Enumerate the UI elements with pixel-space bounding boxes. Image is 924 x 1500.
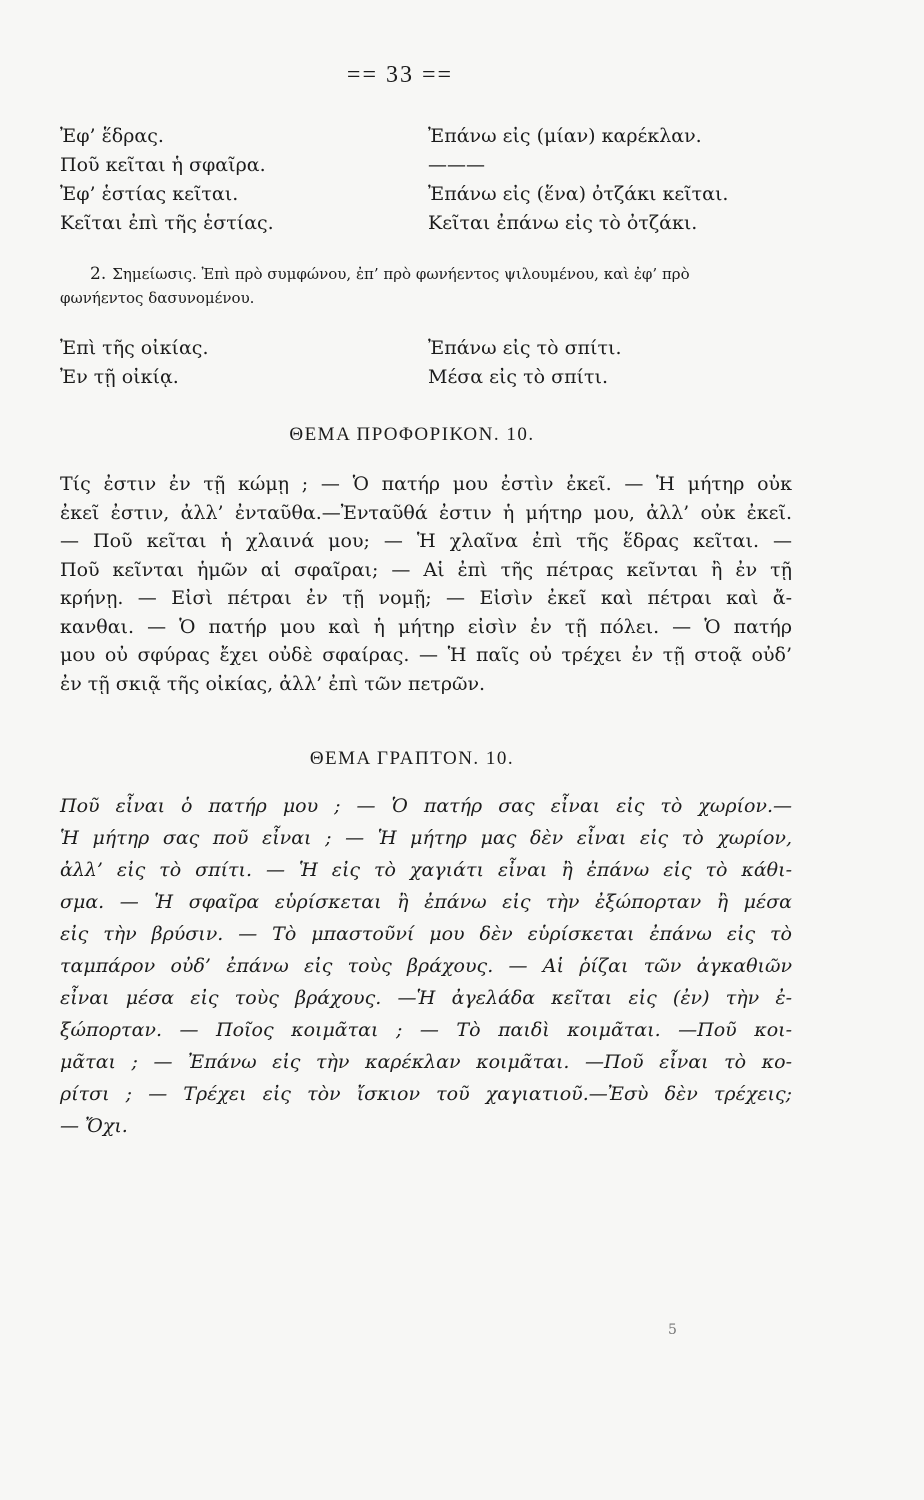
- written-exercise-text: [60, 790, 792, 1142]
- vocabulary-row: [60, 334, 820, 363]
- text-line: εἶναι μέσα εἰς τοὺς βράχους. —Ἡ ἀγελάδα κεῖται εἰς (ἐν) τὴν ἐ-: [60, 987, 792, 1009]
- text-line: ἀλλ’ εἰς τὸ σπίτι. — Ἡ εἰς τὸ χαγιάτι εἶναι ἢ ἐπάνω εἰς τὸ κάθι-: [60, 859, 792, 881]
- text-line: Ποῦ κεῖνται ἡμῶν αἱ σφαῖραι; — Αἱ ἐπὶ τῆς πέτρας κεῖνται ἢ ἐν τῇ: [60, 558, 792, 581]
- note-text: Σημείωσις. Ἐπὶ πρὸ συμφώνου, ἐπ’ πρὸ φωνήεντος ψιλουμένου, καὶ ἐφ’ πρὸ: [112, 265, 690, 283]
- text-line: ἐν τῇ σκιᾷ τῆς οἰκίας, ἀλλ’ ἐπὶ τῶν πετρῶν.: [60, 672, 486, 695]
- text-line: Ἡ μήτηρ σας ποῦ εἶναι ; — Ἡ μήτηρ μας δὲν εἶναι εἰς τὸ χωρίον,: [60, 827, 792, 849]
- ancient-phrase: Ποῦ κεῖται ἡ σφαῖρα.: [60, 154, 266, 176]
- ancient-phrase: Κεῖται ἐπὶ τῆς ἑστίας.: [60, 212, 274, 234]
- vocabulary-row: [60, 363, 820, 392]
- ancient-phrase: Ἐν τῇ οἰκίᾳ.: [60, 366, 179, 388]
- text-line: ρίτσι ; — Τρέχει εἰς τὸν ἴσκιον τοῦ χαγιατιοῦ.—Ἐσὺ δὲν τρέχεις;: [60, 1083, 792, 1105]
- section-heading-written: ΘΕΜΑ ΓΡΑΠΤΟΝ. 10.: [309, 748, 515, 769]
- text-line: Ποῦ εἶναι ὁ πατήρ μου ; — Ὁ πατήρ σας εἶναι εἰς τὸ χωρίον.—: [60, 795, 792, 817]
- modern-phrase: Μέσα εἰς τὸ σπίτι.: [428, 366, 609, 388]
- vocabulary-row: [60, 209, 820, 238]
- ancient-phrase: Ἐπὶ τῆς οἰκίας.: [60, 337, 209, 359]
- text-line: κρήνῃ. — Εἰσὶ πέτραι ἐν τῇ νομῇ; — Εἰσὶν ἐκεῖ καὶ πέτραι καὶ ἄ-: [60, 587, 792, 609]
- modern-phrase: Κεῖται ἐπάνω εἰς τὸ ὀτζάκι.: [428, 212, 698, 234]
- modern-phrase: Ἐπάνω εἰς (ἕνα) ὀτζάκι κεῖται.: [428, 183, 729, 205]
- text-line: εἰς τὴν βρύσιν. — Τὸ μπαστοῦνί μου δὲν εὑρίσκεται ἐπάνω εἰς τὸ: [60, 923, 792, 945]
- modern-phrase: Ἐπάνω εἰς (μίαν) καρέκλαν.: [428, 125, 702, 147]
- page-number: == 33 ==: [346, 62, 454, 88]
- text-line: — Ὄχι.: [60, 1115, 128, 1137]
- grammar-note: [60, 262, 820, 310]
- ancient-phrase: Ἐφ’ ἑστίας κεῖται.: [60, 183, 239, 205]
- vocabulary-row: [60, 180, 820, 209]
- note-line: [60, 262, 820, 286]
- text-line: μου οὐ σφύρας ἔχει οὐδὲ σφαίρας. — Ἡ παῖς οὐ τρέχει ἐν τῇ στοᾷ οὐδ’: [60, 644, 792, 666]
- vocabulary-block-2: [60, 334, 820, 392]
- text-line: κανθαι. — Ὁ πατήρ μου καὶ ἡ μήτηρ εἰσὶν ἐν τῇ πόλει. — Ὁ πατήρ: [60, 615, 792, 638]
- modern-phrase: ———: [428, 154, 485, 176]
- text-line: σμα. — Ἡ σφαῖρα εὑρίσκεται ἢ ἐπάνω εἰς τὴν ἐξώπορταν ἢ μέσα: [60, 891, 792, 913]
- text-line: ἐκεῖ ἐστιν, ἀλλ’ ἐνταῦθα.—Ἐνταῦθά ἐστιν ἡ μήτηρ μου, ἀλλ’ οὐκ ἐκεῖ.: [60, 501, 792, 524]
- text-line: Τίς ἐστιν ἐν τῇ κώμῃ ; — Ὁ πατήρ μου ἐστὶν ἐκεῖ. — Ἡ μήτηρ οὐκ: [60, 473, 792, 495]
- signature-mark: 5: [668, 1322, 677, 1338]
- note-line: φωνήεντος δασυνομένου.: [60, 289, 255, 307]
- oral-exercise-text: [60, 470, 792, 698]
- text-line: — Ποῦ κεῖται ἡ χλαινά μου; — Ἡ χλαῖνα ἐπὶ τῆς ἕδρας κεῖται. —: [60, 530, 792, 552]
- vocabulary-row: [60, 151, 820, 180]
- vocabulary-row: [60, 122, 820, 151]
- vocabulary-block-1: [60, 122, 820, 238]
- section-heading-oral: ΘΕΜΑ ΠΡΟΦΟΡΙΚΟΝ. 10.: [289, 424, 535, 445]
- ancient-phrase: Ἐφ’ ἕδρας.: [60, 125, 164, 147]
- text-line: ταμπάρον οὐδ’ ἐπάνω εἰς τοὺς βράχους. — Αἱ ῥίζαι τῶν ἀγκαθιῶν: [60, 955, 792, 977]
- note-number: 2.: [90, 264, 107, 284]
- modern-phrase: Ἐπάνω εἰς τὸ σπίτι.: [428, 337, 622, 359]
- text-line: μᾶται ; — Ἐπάνω εἰς τὴν καρέκλαν κοιμᾶται. —Ποῦ εἶναι τὸ κο-: [60, 1051, 792, 1073]
- text-line: ξώπορταν. — Ποῖος κοιμᾶται ; — Τὸ παιδὶ κοιμᾶται. —Ποῦ κοι-: [60, 1019, 792, 1041]
